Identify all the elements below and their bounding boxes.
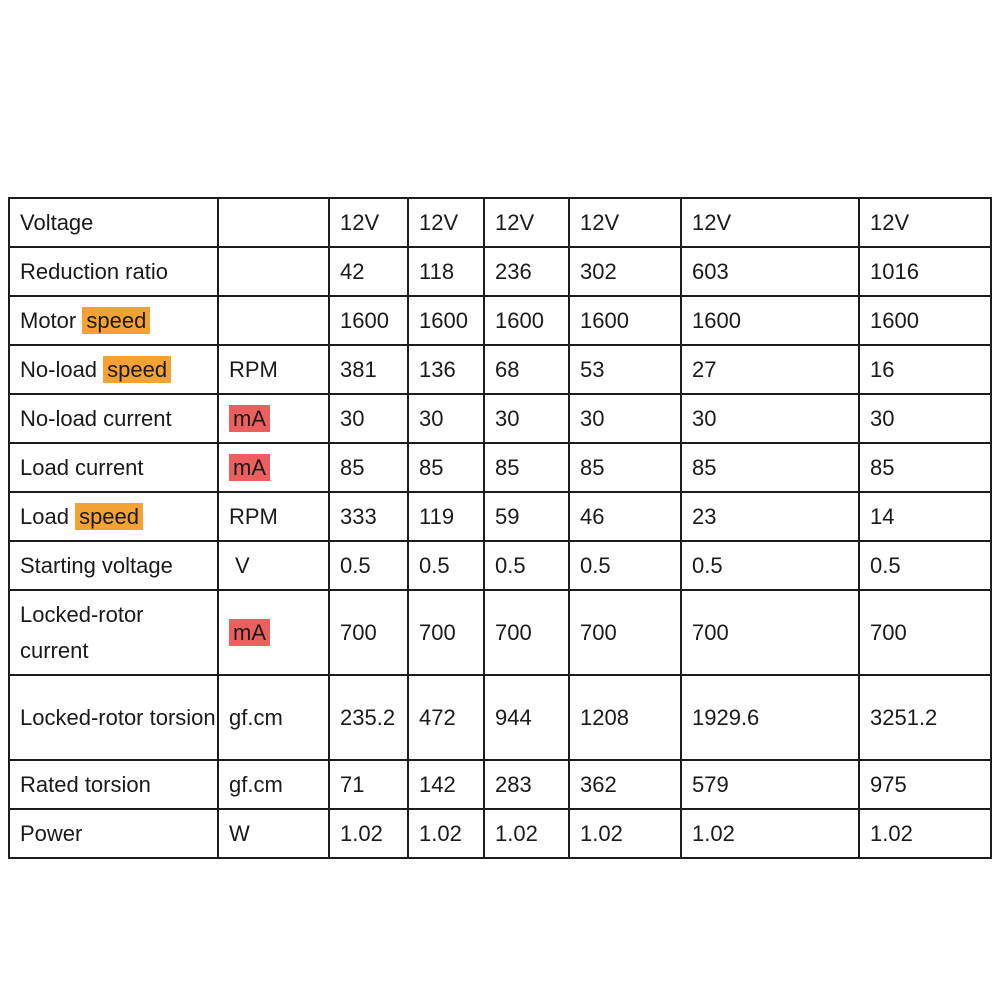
row-label: Motor speed xyxy=(9,296,218,345)
value-cell: 579 xyxy=(681,760,859,809)
row-label: No-load current xyxy=(9,394,218,443)
value-cell: 85 xyxy=(859,443,991,492)
value-cell: 975 xyxy=(859,760,991,809)
value-cell: 119 xyxy=(408,492,484,541)
value-cell: 1600 xyxy=(681,296,859,345)
unit-cell: W xyxy=(218,809,329,858)
value-cell: 700 xyxy=(329,590,408,675)
unit-highlight: mA xyxy=(229,454,270,481)
value-cell: 381 xyxy=(329,345,408,394)
row-label: Locked-rotor current xyxy=(9,590,218,675)
value-cell: 85 xyxy=(569,443,681,492)
value-cell: 118 xyxy=(408,247,484,296)
value-cell: 14 xyxy=(859,492,991,541)
value-cell: 1.02 xyxy=(859,809,991,858)
value-cell: 136 xyxy=(408,345,484,394)
value-cell: 30 xyxy=(484,394,569,443)
value-cell: 944 xyxy=(484,675,569,760)
value-cell: 1.02 xyxy=(681,809,859,858)
value-cell: 0.5 xyxy=(484,541,569,590)
unit-cell: gf.cm xyxy=(218,675,329,760)
value-cell: 472 xyxy=(408,675,484,760)
value-cell: 0.5 xyxy=(408,541,484,590)
value-cell: 1.02 xyxy=(484,809,569,858)
table-row xyxy=(9,198,991,247)
unit-highlight: mA xyxy=(229,405,270,432)
highlight-speed: speed xyxy=(75,503,143,530)
table-row xyxy=(9,443,991,492)
row-label: Rated torsion xyxy=(9,760,218,809)
row-label: Voltage xyxy=(9,198,218,247)
value-cell: 1208 xyxy=(569,675,681,760)
value-cell: 85 xyxy=(329,443,408,492)
unit-cell: RPM xyxy=(218,345,329,394)
table-row xyxy=(9,296,991,345)
value-cell: 42 xyxy=(329,247,408,296)
row-label: Load speed xyxy=(9,492,218,541)
table-row xyxy=(9,247,991,296)
table-row xyxy=(9,675,991,760)
value-cell: 85 xyxy=(681,443,859,492)
value-cell: 603 xyxy=(681,247,859,296)
value-cell: 1.02 xyxy=(408,809,484,858)
value-cell: 23 xyxy=(681,492,859,541)
value-cell: 1600 xyxy=(859,296,991,345)
value-cell: 12V xyxy=(569,198,681,247)
value-cell: 30 xyxy=(408,394,484,443)
value-cell: 302 xyxy=(569,247,681,296)
table-row xyxy=(9,809,991,858)
value-cell: 283 xyxy=(484,760,569,809)
table-row xyxy=(9,394,991,443)
value-cell: 53 xyxy=(569,345,681,394)
value-cell: 0.5 xyxy=(681,541,859,590)
value-cell: 1.02 xyxy=(569,809,681,858)
table-row xyxy=(9,345,991,394)
value-cell: 700 xyxy=(408,590,484,675)
value-cell: 16 xyxy=(859,345,991,394)
value-cell: 333 xyxy=(329,492,408,541)
value-cell: 700 xyxy=(569,590,681,675)
unit-cell: V xyxy=(218,541,329,590)
value-cell: 27 xyxy=(681,345,859,394)
value-cell: 12V xyxy=(484,198,569,247)
value-cell: 30 xyxy=(681,394,859,443)
row-label: Reduction ratio xyxy=(9,247,218,296)
unit-cell xyxy=(218,443,329,492)
value-cell: 362 xyxy=(569,760,681,809)
highlight-speed: speed xyxy=(82,307,150,334)
value-cell: 68 xyxy=(484,345,569,394)
table-row xyxy=(9,590,991,675)
value-cell: 46 xyxy=(569,492,681,541)
value-cell: 1016 xyxy=(859,247,991,296)
unit-cell xyxy=(218,296,329,345)
unit-highlight: mA xyxy=(229,619,270,646)
row-label: No-load speed xyxy=(9,345,218,394)
value-cell: 85 xyxy=(484,443,569,492)
unit-cell: RPM xyxy=(218,492,329,541)
value-cell: 700 xyxy=(681,590,859,675)
value-cell: 0.5 xyxy=(859,541,991,590)
row-label: Starting voltage xyxy=(9,541,218,590)
value-cell: 12V xyxy=(408,198,484,247)
value-cell: 1600 xyxy=(569,296,681,345)
value-cell: 59 xyxy=(484,492,569,541)
value-cell: 30 xyxy=(569,394,681,443)
row-label: Locked-rotor torsion xyxy=(9,675,218,760)
value-cell: 12V xyxy=(329,198,408,247)
value-cell: 1600 xyxy=(408,296,484,345)
value-cell: 12V xyxy=(859,198,991,247)
value-cell: 142 xyxy=(408,760,484,809)
value-cell: 30 xyxy=(859,394,991,443)
value-cell: 0.5 xyxy=(329,541,408,590)
value-cell: 700 xyxy=(859,590,991,675)
value-cell: 235.2 xyxy=(329,675,408,760)
unit-cell xyxy=(218,394,329,443)
value-cell: 71 xyxy=(329,760,408,809)
value-cell: 236 xyxy=(484,247,569,296)
value-cell: 1929.6 xyxy=(681,675,859,760)
value-cell: 700 xyxy=(484,590,569,675)
unit-cell xyxy=(218,590,329,675)
table-row xyxy=(9,760,991,809)
unit-cell xyxy=(218,198,329,247)
value-cell: 30 xyxy=(329,394,408,443)
row-label: Load current xyxy=(9,443,218,492)
unit-cell: gf.cm xyxy=(218,760,329,809)
table-row xyxy=(9,492,991,541)
value-cell: 1600 xyxy=(484,296,569,345)
motor-spec-table xyxy=(8,197,992,859)
value-cell: 3251.2 xyxy=(859,675,991,760)
table-row xyxy=(9,541,991,590)
value-cell: 1600 xyxy=(329,296,408,345)
value-cell: 85 xyxy=(408,443,484,492)
value-cell: 0.5 xyxy=(569,541,681,590)
unit-cell xyxy=(218,247,329,296)
row-label: Power xyxy=(9,809,218,858)
value-cell: 1.02 xyxy=(329,809,408,858)
value-cell: 12V xyxy=(681,198,859,247)
highlight-speed: speed xyxy=(103,356,171,383)
